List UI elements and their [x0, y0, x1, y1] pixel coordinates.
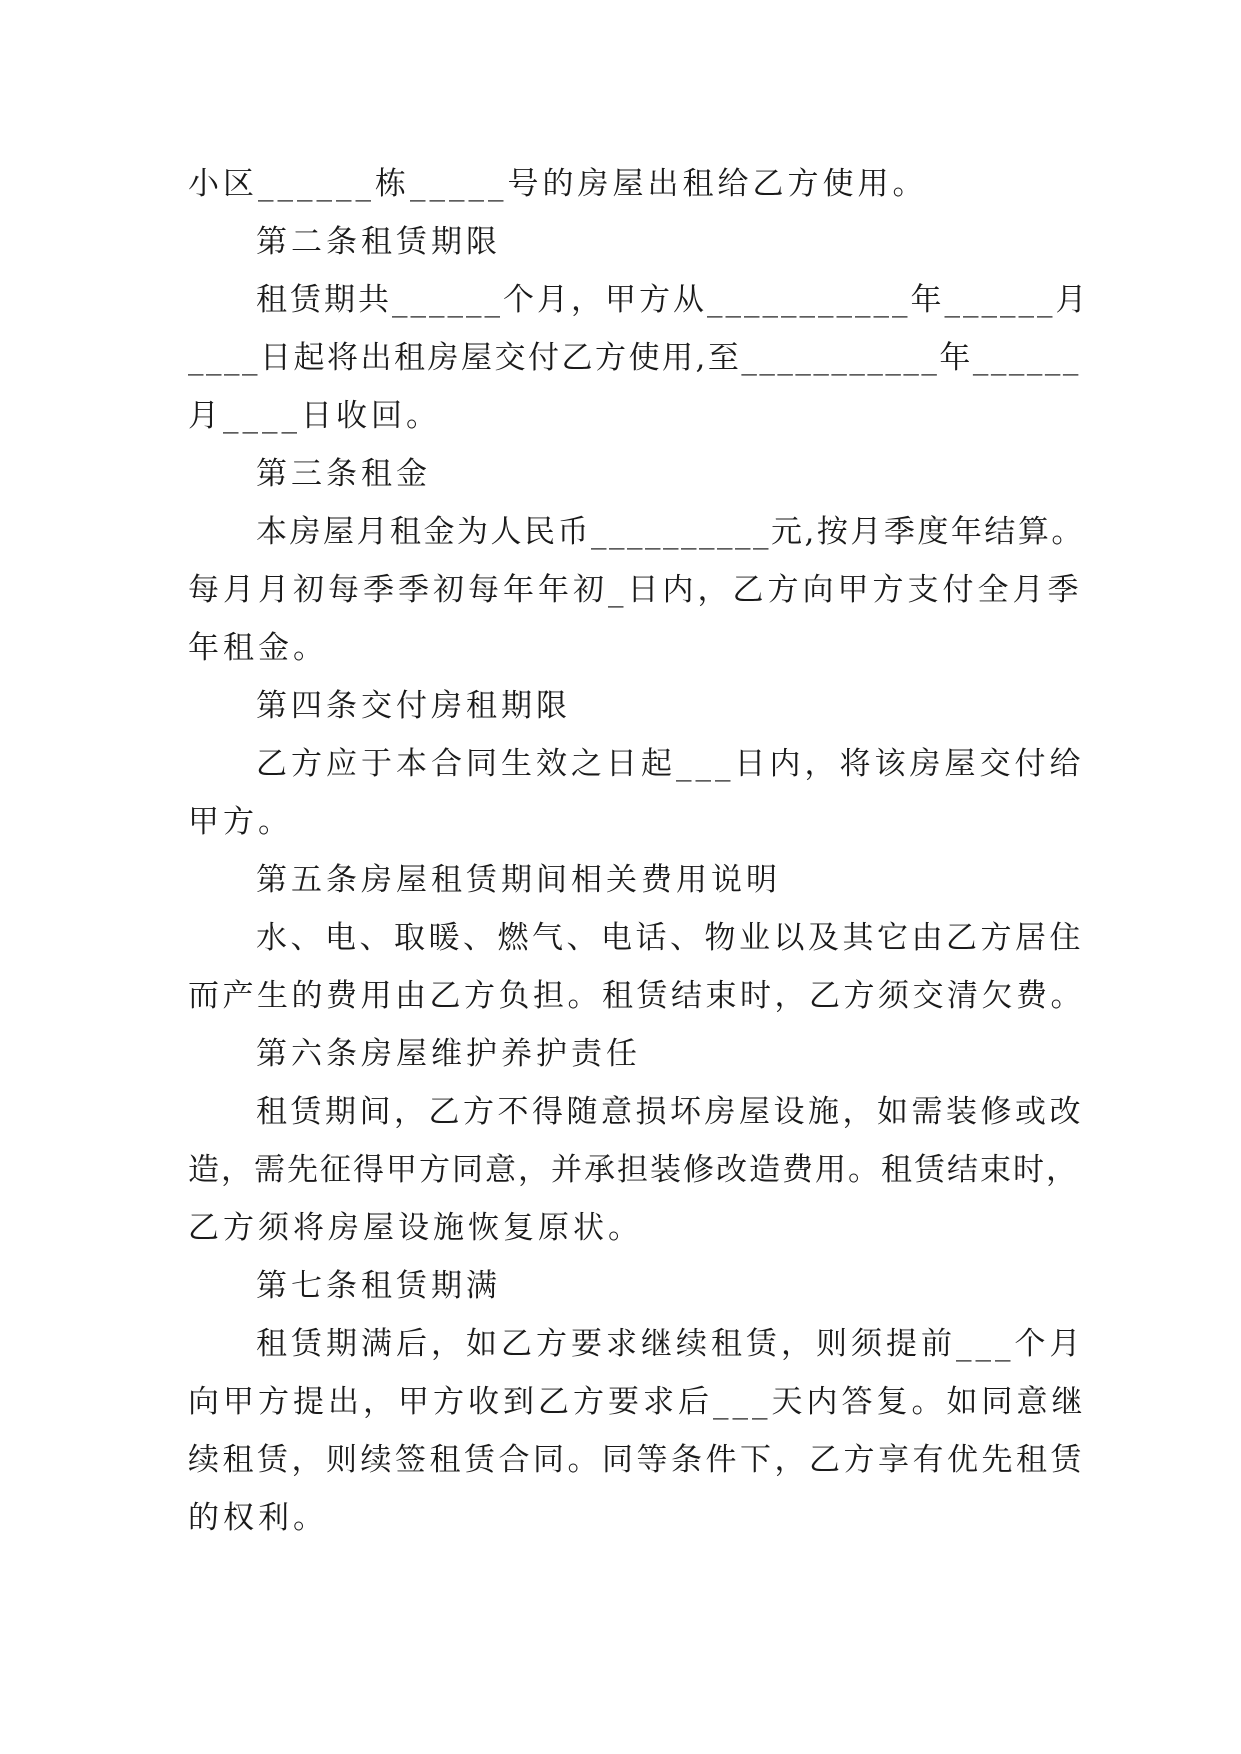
paragraph-line: 每月月初每季季初每年年初_日内，乙方向甲方支付全月季: [188, 572, 1083, 608]
paragraph-line: 小区______栋_____号的房屋出租给乙方使用。: [188, 166, 928, 202]
paragraph-line: 乙方须将房屋设施恢复原状。: [188, 1210, 643, 1246]
paragraph-line: 续租赁，则续签租赁合同。同等条件下，乙方享有优先租赁: [188, 1442, 1085, 1478]
paragraph-line: 向甲方提出，甲方收到乙方要求后___天内答复。如同意继: [188, 1384, 1087, 1420]
paragraph-line: 造，需先征得甲方同意，并承担装修改造费用。租赁结束时，: [188, 1152, 1079, 1188]
paragraph-line: 乙方应于本合同生效之日起___日内，将该房屋交付给: [256, 746, 1085, 782]
paragraph-line: 年租金。: [188, 630, 328, 666]
paragraph-line: ____日起将出租房屋交付乙方使用,至___________年______: [188, 340, 1081, 376]
section-heading-7: 第七条租赁期满: [256, 1268, 501, 1304]
section-heading-4: 第四条交付房租期限: [256, 688, 571, 724]
paragraph-line: 本房屋月租金为人民币__________元,按月季度年结算。: [256, 514, 1085, 550]
section-heading-3: 第三条租金: [256, 456, 431, 492]
paragraph-line: 租赁期间，乙方不得随意损坏房屋设施，如需装修或改: [256, 1094, 1084, 1130]
section-heading-6: 第六条房屋维护养护责任: [256, 1036, 641, 1072]
paragraph-line: 月____日收回。: [188, 398, 441, 434]
paragraph-line: 租赁期共______个月，甲方从___________年______月: [256, 282, 1090, 318]
paragraph-line: 而产生的费用由乙方负担。租赁结束时，乙方须交清欠费。: [188, 978, 1085, 1014]
paragraph-line: 水、电、取暖、燃气、电话、物业以及其它由乙方居住: [256, 920, 1084, 956]
paragraph-line: 租赁期满后，如乙方要求继续租赁，则须提前___个月: [256, 1326, 1085, 1362]
section-heading-5: 第五条房屋租赁期间相关费用说明: [256, 862, 781, 898]
section-heading-2: 第二条租赁期限: [256, 224, 501, 260]
paragraph-line: 的权利。: [188, 1500, 328, 1536]
paragraph-line: 甲方。: [188, 804, 293, 840]
